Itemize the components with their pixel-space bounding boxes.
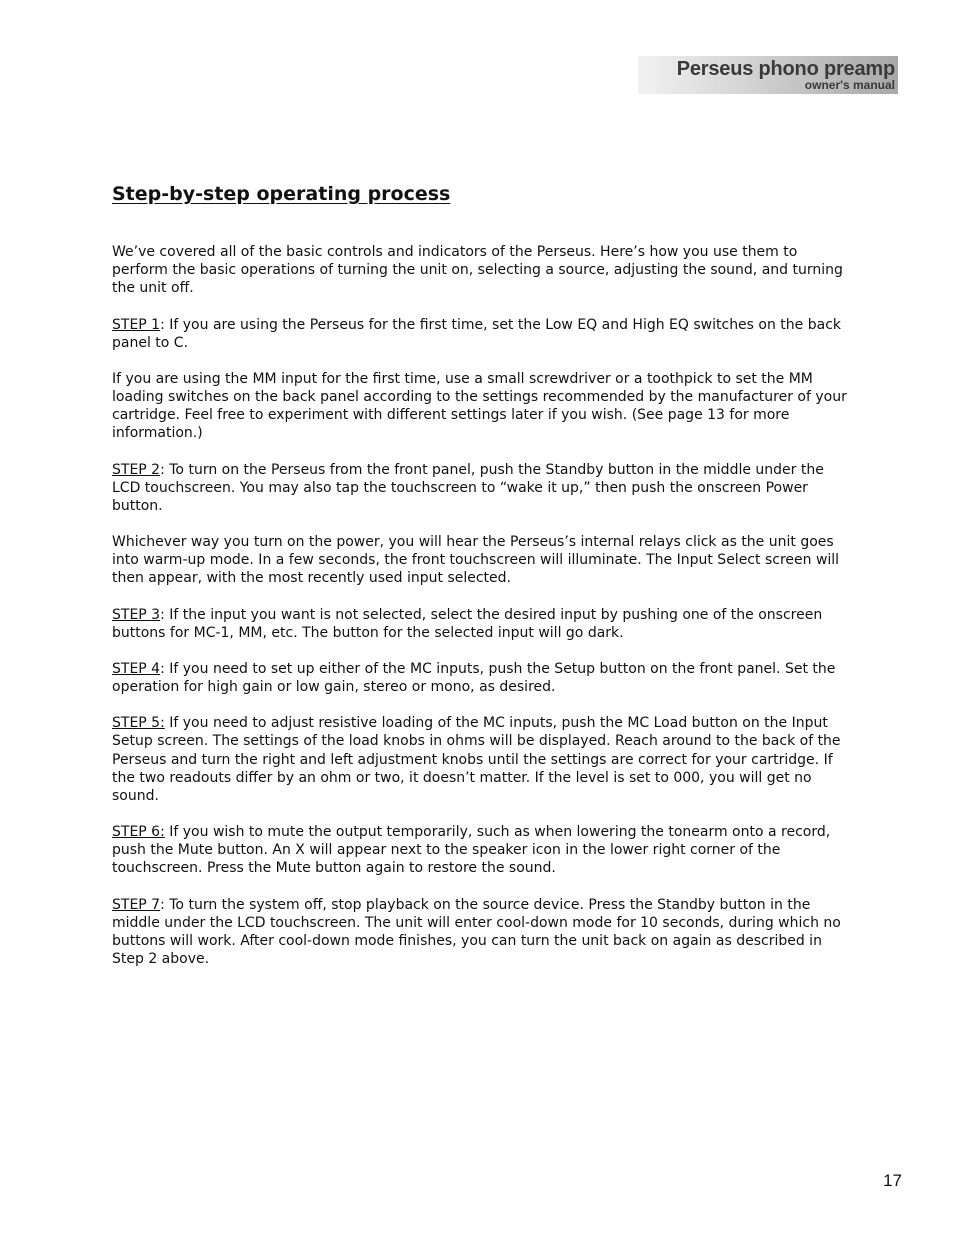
paragraph-text: If the input you want is not selected, select the desired input by pushing one of the onscreen buttons for MC-1, MM, etc. The button for the selected input will go dark.: [112, 606, 823, 641]
paragraph-step-7: [112, 896, 848, 969]
step-label: STEP 1: [112, 316, 161, 333]
paragraph-intro: [112, 243, 848, 298]
step-separator: :: [160, 606, 165, 623]
paragraph-text: To turn the system off, stop playback on the source device. Press the Standby button in the middle under the LCD touchscreen. The unit will enter cool-down mode for 10 seconds, during which no buttons will work. After cool-down mode finishes, you can turn the unit back on again as described in Step 2 above.: [112, 896, 841, 968]
step-separator: :: [160, 461, 165, 478]
section-title: Step-by-step operating process: [112, 183, 451, 205]
paragraph-warm-up: [112, 533, 848, 588]
step-label: STEP 3: [112, 606, 161, 623]
step-label: STEP 5:: [112, 715, 165, 732]
paragraph-step-6: [112, 823, 848, 878]
paragraph-text: We’ve covered all of the basic controls and indicators of the Perseus. Here’s how you use them to perform the basic operations of turning the unit on, selecting a source, adjusting the sound, and turning the unit off.: [112, 244, 843, 297]
step-label: STEP 4: [112, 660, 161, 677]
step-separator: :: [160, 660, 165, 677]
manual-title: Perseus phono preamp: [676, 58, 895, 80]
paragraph-text: Whichever way you turn on the power, you will hear the Perseus’s internal relays click as the unit goes into warm-up mode. In a few seconds, the front touchscreen will illuminate. The Input Select screen will then appear, with the most recently used input selected.: [112, 534, 840, 587]
step-label: STEP 6:: [112, 824, 165, 840]
body-text: [112, 243, 848, 986]
manual-subtitle: owner's manual: [804, 78, 895, 92]
paragraph-step-1: [112, 316, 848, 352]
header-badge: [638, 56, 898, 94]
paragraph-step-3: [112, 606, 848, 642]
step-separator: :: [160, 316, 165, 333]
step-label: STEP 7: [112, 896, 161, 913]
paragraph-text: If you are using the Perseus for the first time, set the Low EQ and High EQ switches on the back panel to C.: [112, 316, 842, 351]
page-number: 17: [883, 1171, 902, 1190]
step-label: STEP 2: [112, 461, 161, 478]
paragraph-mm-setup: [112, 370, 848, 443]
paragraph-text: If you are using the MM input for the first time, use a small screwdriver or a toothpick to set the MM loading switches on the back panel according to the settings recommended by the manufacturer of your cartridge. Feel free to experiment with different settings later if you wish. (See page 13 for more information.): [112, 370, 847, 442]
paragraph-text: If you wish to mute the output temporarily, such as when lowering the tonearm onto a record, push the Mute button. An X will appear next to the speaker icon in the lower right corner of the touchscreen. Press the Mute button again to restore the sound.: [112, 824, 831, 877]
paragraph-step-2: [112, 461, 848, 516]
paragraph-step-5: [112, 714, 848, 805]
paragraph-step-4: [112, 660, 848, 696]
paragraph-text: If you need to adjust resistive loading of the MC inputs, push the MC Load button on the Input Setup screen. The settings of the load knobs in ohms will be displayed. Reach around to the back of the Perseus and turn the right and left adjustment knobs until the settings are correct for your cartridge. If the two readouts differ by an ohm or two, it doesn’t matter. If the level is set to 000, you will get no sound.: [112, 715, 841, 804]
paragraph-text: To turn on the Perseus from the front panel, push the Standby button in the middle under the LCD touchscreen. You may also tap the touchscreen to “wake it up,” then push the onscreen Power button.: [112, 461, 824, 514]
step-separator: :: [160, 896, 165, 913]
paragraph-text: If you need to set up either of the MC inputs, push the Setup button on the front panel. Set the operation for high gain or low gain, stereo or mono, as desired.: [112, 660, 836, 695]
